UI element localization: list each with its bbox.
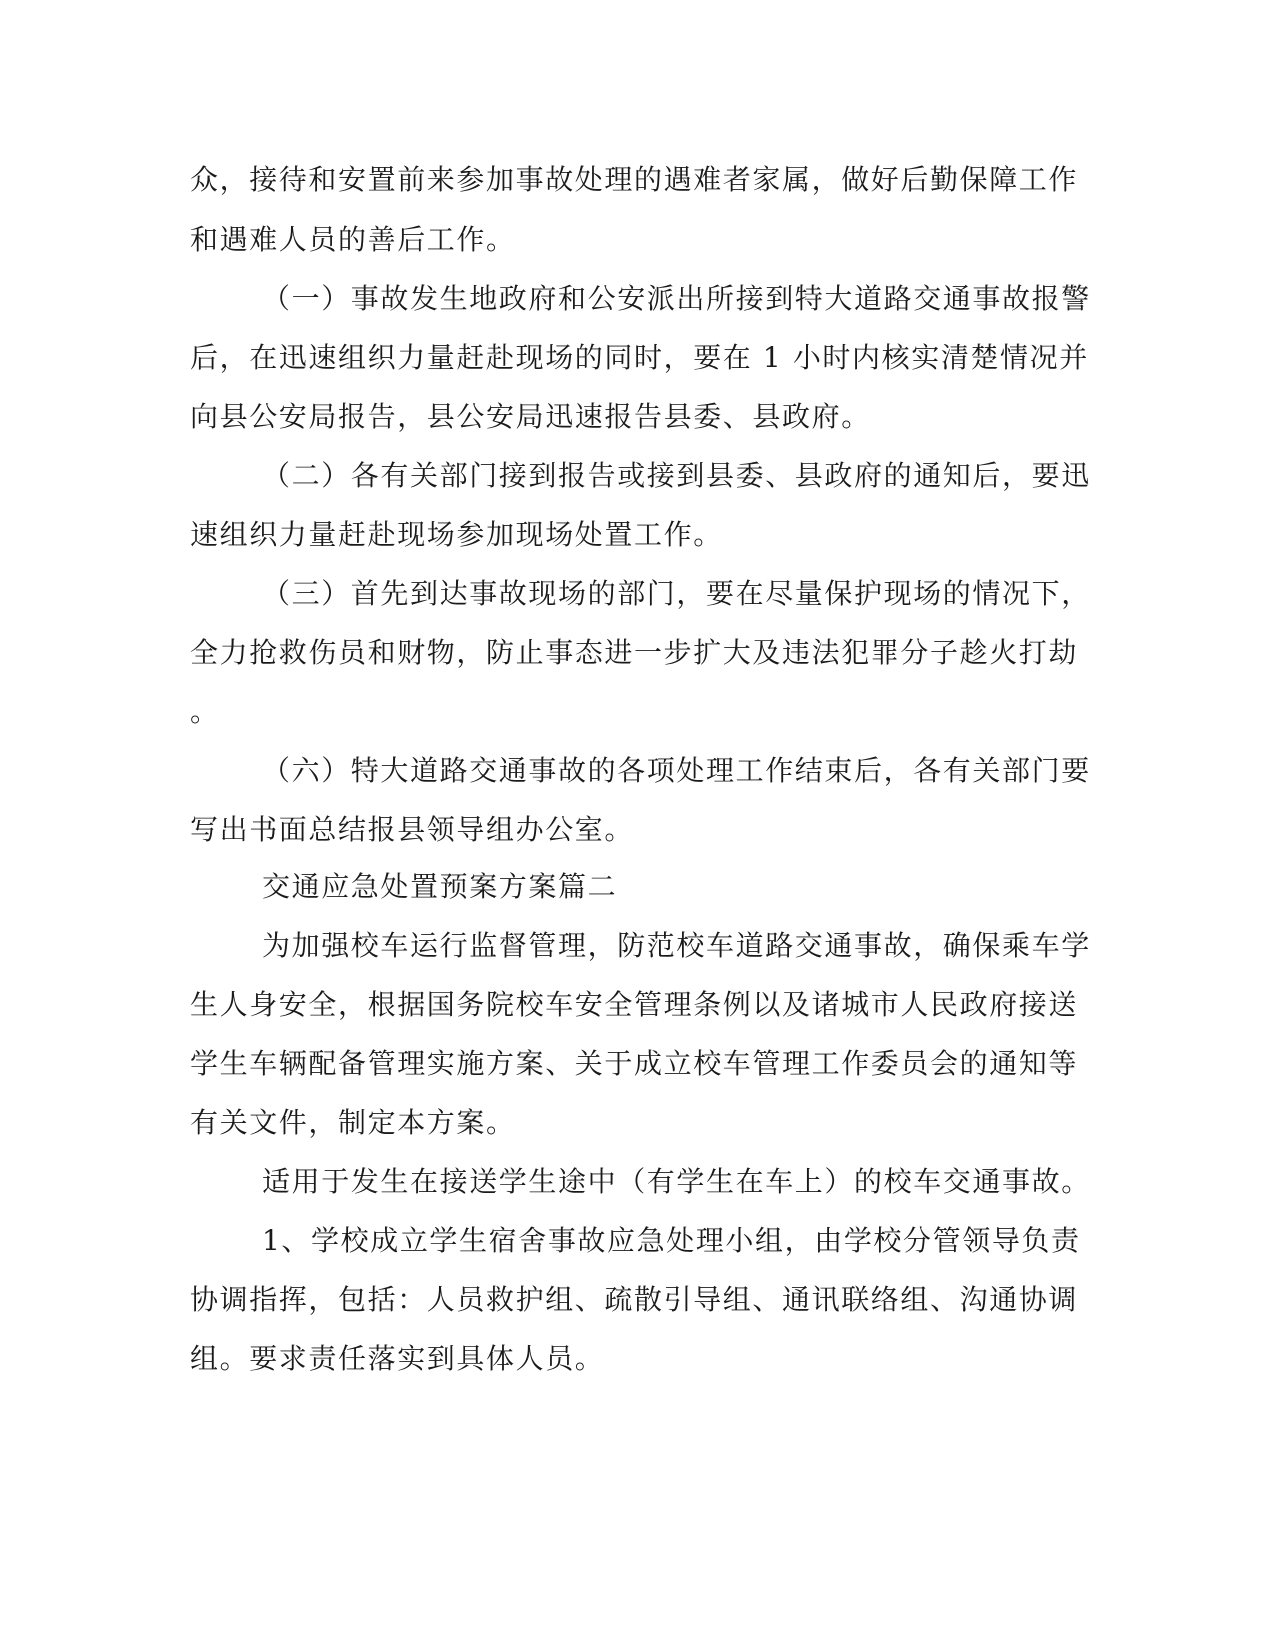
- text-line: （二）各有关部门接到报告或接到县委、县政府的通知后，要迅: [262, 459, 1091, 492]
- text-line: 有关文件，制定本方案。: [190, 1106, 516, 1139]
- text-line: 学生车辆配备管理实施方案、关于成立校车管理工作委员会的通知等: [190, 1047, 1079, 1080]
- section-heading: 交通应急处置预案方案篇二: [262, 870, 618, 903]
- text-line: 为加强校车运行监督管理，防范校车道路交通事故，确保乘车学: [262, 929, 1091, 962]
- text-line: 速组织力量赶赴现场参加现场处置工作。: [190, 518, 723, 551]
- text-line: 写出书面总结报县领导组办公室。: [190, 813, 635, 846]
- text-line: 众，接待和安置前来参加事故处理的遇难者家属，做好后勤保障工作: [190, 163, 1079, 196]
- text-line: （一）事故发生地政府和公安派出所接到特大道路交通事故报警: [262, 282, 1091, 315]
- text-line: 组。要求责任落实到具体人员。: [190, 1342, 605, 1375]
- text-line: 生人身安全，根据国务院校车安全管理条例以及诸城市人民政府接送: [190, 988, 1079, 1021]
- text-line: 。: [190, 695, 220, 728]
- text-line: （三）首先到达事故现场的部门，要在尽量保护现场的情况下，: [262, 577, 1091, 610]
- text-line: （六）特大道路交通事故的各项处理工作结束后，各有关部门要: [262, 754, 1091, 787]
- text-line: 全力抢救伤员和财物，防止事态进一步扩大及违法犯罪分子趁火打劫: [190, 636, 1079, 669]
- text-line: 1、学校成立学生宿舍事故应急处理小组，由学校分管领导负责: [262, 1224, 1081, 1257]
- text-line: 和遇难人员的善后工作。: [190, 223, 516, 256]
- text-line: 后，在迅速组织力量赶赴现场的同时，要在 1 小时内核实清楚情况并: [190, 341, 1089, 374]
- text-line: 协调指挥，包括：人员救护组、疏散引导组、通讯联络组、沟通协调: [190, 1283, 1079, 1316]
- text-line: 向县公安局报告，县公安局迅速报告县委、县政府。: [190, 400, 871, 433]
- text-line: 适用于发生在接送学生途中（有学生在车上）的校车交通事故。: [262, 1165, 1091, 1198]
